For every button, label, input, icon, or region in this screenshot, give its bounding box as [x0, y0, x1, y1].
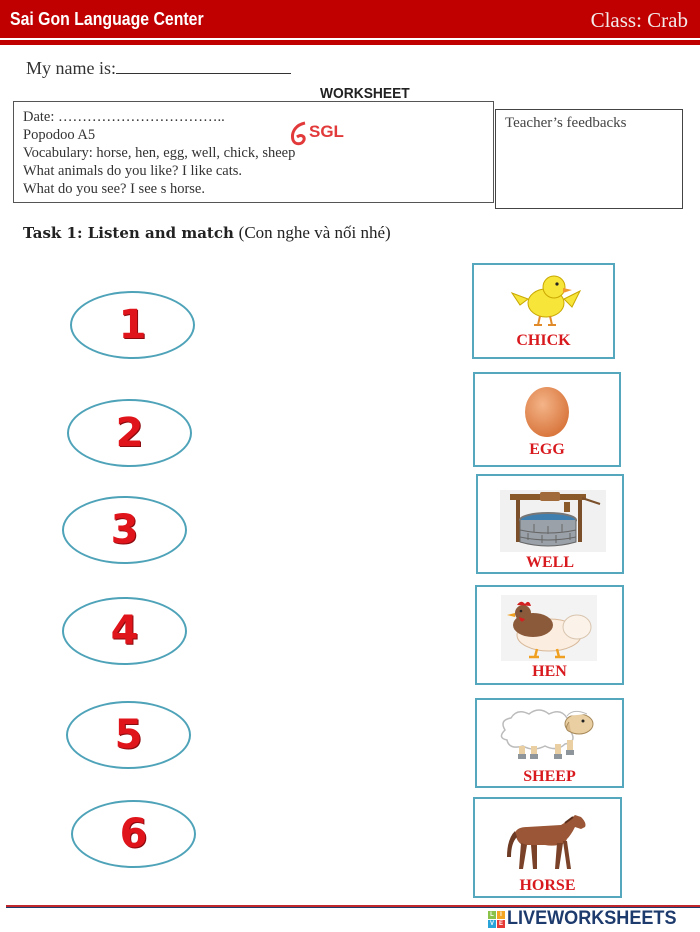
- card-label: CHICK: [516, 332, 571, 349]
- teacher-feedback-box[interactable]: [495, 109, 683, 209]
- number-label: 5: [114, 712, 143, 758]
- header-bar: [0, 0, 700, 38]
- card-label: WELL: [525, 554, 574, 571]
- liveworksheets-brand: LIVEWORKSHEETS: [507, 908, 677, 929]
- tile-i: I: [497, 911, 505, 919]
- center-name: Sai Gon Language Center: [10, 9, 204, 29]
- name-field[interactable]: [116, 58, 291, 74]
- card-label: HORSE: [519, 877, 576, 894]
- name-row: [26, 58, 291, 79]
- card-label: HEN: [532, 663, 567, 680]
- card-egg[interactable]: [473, 372, 621, 467]
- task-title: [23, 223, 391, 243]
- well-icon: [500, 490, 606, 552]
- hen-icon: [501, 595, 597, 661]
- card-sheep[interactable]: [475, 698, 624, 788]
- question-line-1: What animals do you like? I like cats.: [23, 163, 243, 179]
- card-chick[interactable]: [472, 263, 615, 359]
- number-oval-6[interactable]: [71, 800, 196, 868]
- number-label: 2: [115, 410, 144, 456]
- number-label: 3: [110, 507, 139, 553]
- number-oval-2[interactable]: [67, 399, 192, 467]
- number-label: 1: [118, 302, 147, 348]
- sgl-logo: [289, 121, 369, 147]
- task-subtitle: (Con nghe và nối nhé): [238, 223, 391, 242]
- feedback-label: Teacher’s feedbacks: [505, 115, 627, 131]
- card-label: EGG: [529, 441, 565, 458]
- chick-icon: [506, 271, 586, 329]
- vocabulary-line: Vocabulary: horse, hen, egg, well, chick, sheep: [23, 145, 296, 161]
- number-oval-5[interactable]: [66, 701, 191, 769]
- number-oval-4[interactable]: [62, 597, 187, 665]
- card-hen[interactable]: [475, 585, 624, 685]
- task-heading: Task 1: Listen and match: [23, 224, 234, 242]
- worksheet-title: WORKSHEET: [320, 85, 410, 102]
- header-stripe: [0, 40, 700, 45]
- sheep-icon: [491, 704, 601, 762]
- number-label: 4: [110, 608, 139, 654]
- number-label: 6: [119, 811, 148, 857]
- horse-icon: [501, 813, 591, 873]
- number-oval-3[interactable]: [62, 496, 187, 564]
- number-oval-1[interactable]: [70, 291, 195, 359]
- name-label: My name is:: [26, 58, 116, 78]
- sgl-logo-text: SGL: [309, 122, 344, 141]
- info-box: [13, 101, 494, 203]
- book-line: Popodoo A5: [23, 127, 96, 143]
- tile-v: V: [489, 920, 494, 927]
- card-label: SHEEP: [523, 768, 576, 785]
- liveworksheets-tiles-icon: [488, 911, 505, 928]
- tile-l: L: [488, 911, 496, 919]
- date-line: Date: ……………………………..: [23, 109, 225, 125]
- tile-e: E: [498, 920, 503, 927]
- liveworksheets-logo[interactable]: [488, 909, 685, 929]
- card-horse[interactable]: [473, 797, 622, 898]
- sgl-swoosh-icon: [289, 121, 311, 147]
- class-label: Class: Crab: [590, 8, 688, 32]
- card-well[interactable]: [476, 474, 624, 574]
- egg-icon: [521, 384, 573, 438]
- question-line-2: What do you see? I see s horse.: [23, 181, 205, 197]
